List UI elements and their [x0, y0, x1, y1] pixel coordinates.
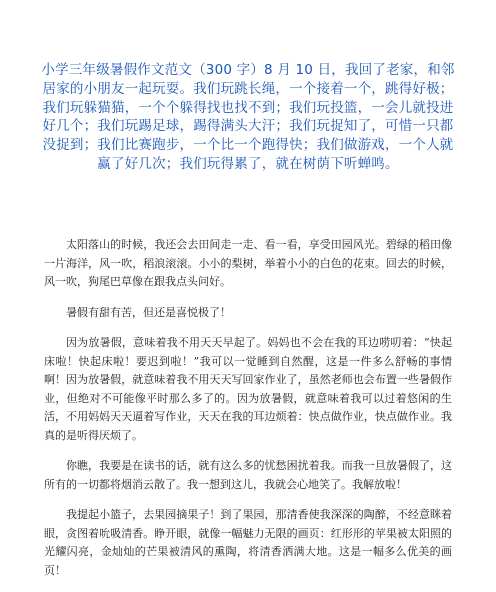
paragraph-freedom: 你瞧，我要是在读书的话，就有这么多的忧愁困扰着我。而我一旦放暑假了，这所有的一切都将烟消云散了。我一想到这儿，我就会心地笑了。我解放啦！ [44, 459, 452, 491]
paragraph-sunset: 太阳落山的时候，我还会去田间走一走、看一看，享受田园风光。碧绿的稻田像一片海洋，风一吹，稻浪滚滚。小小的梨树，举着小小的白色的花束。回去的时候，风一吹，狗尾巴草像在跟我点头问好。 [44, 238, 452, 288]
paragraph-orchard: 我提起小篮子，去果园摘果子！到了果园，那清香使我深深的陶醉，不经意眯着眼，贪图着吮吸清香。睁开眼，就像一幅魅力无限的画页：红形形的苹果被太阳照的光耀闪亮，金灿灿的芒果被清风的熏陶，将清香洒满大地。这是一幅多么优美的画页！ [44, 508, 452, 577]
paragraph-no-early-rise: 因为放暑假，意味着我不用天天早起了。妈妈也不会在我的耳边唠叨着：“快起床啦！快起床啦！要迟到啦！”我可以一觉睡到自然醒，这是一件多么舒畅的事情啊！因为放暑假，就意味着我不用天天写回家作业了，虽然老师也会布置一些暑假作业，但绝对不可能像平时那么多了的。因为放暑假，就意味着我可以过着悠闲的生活，不用妈妈天天逼着写作业，天天在我的耳边烦着：快点做作业，快点做作业。我真的是听得厌烦了。 [44, 336, 452, 442]
paragraph-summary: 暑假有甜有苦，但还是喜悦极了！ [66, 305, 231, 319]
article-body [44, 236, 452, 592]
article-headline: 小学三年级暑假作文范文（300 字）8 月 10 日，我回了老家，和邻居家的小朋友一起玩耍。我们玩跳长绳，一个接着一个，跳得好极；我们玩躲猫猫，一个个躲得找也找不到；我们玩投篮，一会儿就投进好几个；我们玩踢足球，踢得满头大汗；我们玩捉知了，可惜一只都没捉到；我们比赛跑步，一个比一个跑得快；我们做游戏，一个人就赢了好几次；我们玩得累了，就在树荫下听蝉鸣。 [41, 62, 455, 172]
